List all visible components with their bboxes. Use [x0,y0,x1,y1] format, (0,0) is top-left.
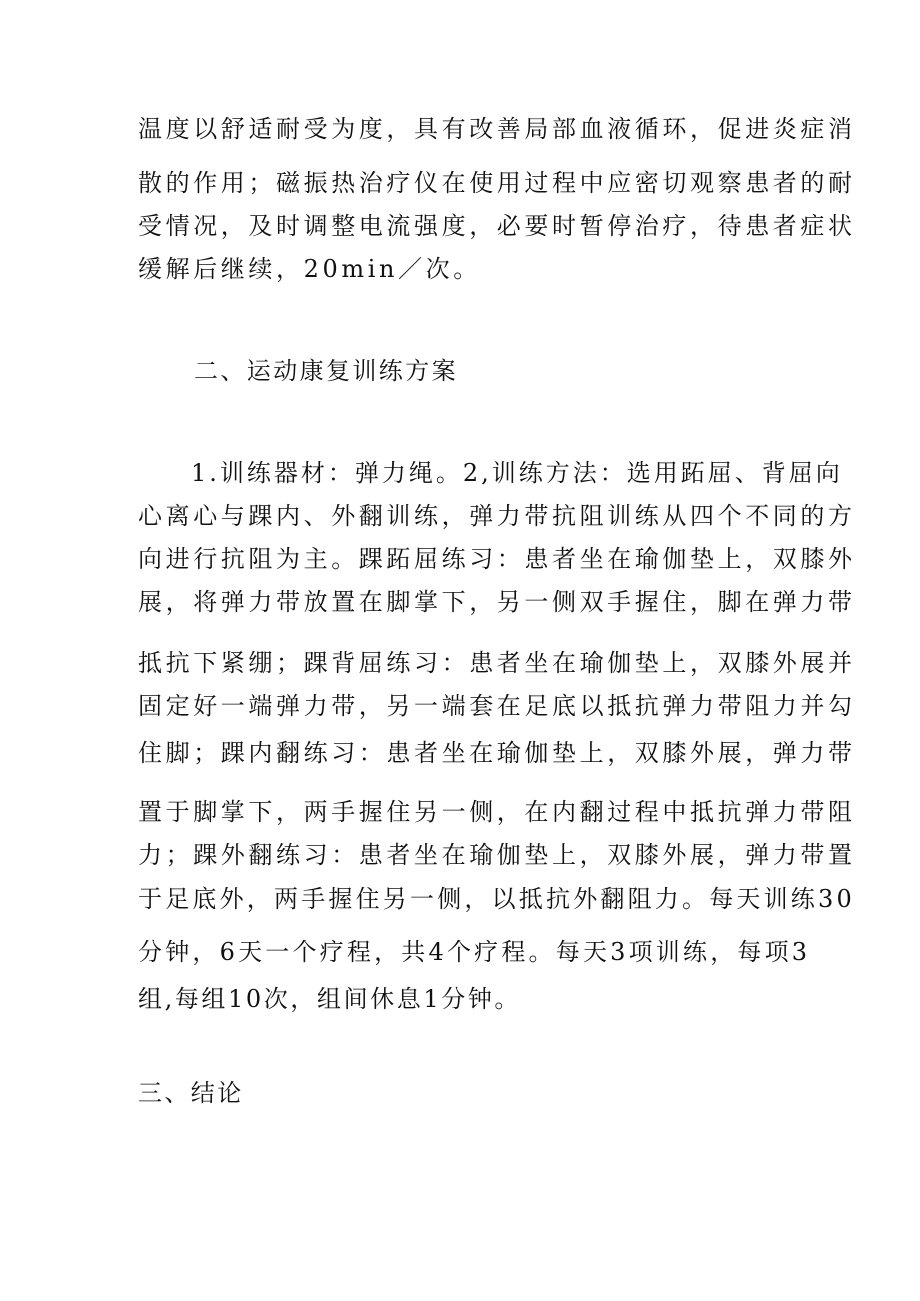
paragraph-1-line-1: 温度以舒适耐受为度，具有改善局部血液循环，促进炎症消 [138,115,856,143]
paragraph-2-line-8: 置于脚掌下，两手握住另一侧，在内翻过程中抵抗弹力带阻 [138,798,856,826]
paragraph-1-line-4: 缓解后继续，20min／次。 [138,255,481,283]
paragraph-2-line-12: 组,每组10次，组间休息1分钟。 [138,985,522,1013]
paragraph-1-line-3: 受情况，及时调整电流强度，必要时暂停治疗，待患者症状 [138,212,856,240]
paragraph-2-line-5: 抵抗下紧绷；踝背屈练习：患者坐在瑜伽垫上，双膝外展并 [138,649,856,677]
paragraph-2-line-7: 住脚；踝内翻练习：患者坐在瑜伽垫上，双膝外展，弹力带 [138,739,856,767]
paragraph-2-line-9: 力；踝外翻练习：患者坐在瑜伽垫上，双膝外展，弹力带置 [138,841,856,869]
paragraph-2-line-11: 分钟，6天一个疗程，共4个疗程。每天3项训练，每项3 [138,938,811,966]
paragraph-2-line-3: 向进行抗阻为主。踝跖屈练习：患者坐在瑜伽垫上，双膝外 [138,545,856,573]
paragraph-2-line-4: 展，将弹力带放置在脚掌下，另一侧双手握住，脚在弹力带 [138,588,856,616]
paragraph-2-line-1: 1.训练器材：弹力绳。2,训练方法：选用跖屈、背屈向 [191,459,843,487]
paragraph-2-line-6: 固定好一端弹力带，另一端套在足底以抵抗弹力带阻力并勾 [138,692,856,720]
section-3-heading: 三、结论 [138,1079,244,1107]
section-2-heading: 二、运动康复训练方案 [194,357,458,385]
paragraph-2-line-2: 心离心与踝内、外翻训练，弹力带抗阻训练从四个不同的方 [138,502,856,530]
paragraph-2-line-10: 于足底外，两手握住另一侧，以抵抗外翻阻力。每天训练30 [138,885,855,913]
paragraph-1-line-2: 散的作用；磁振热治疗仪在使用过程中应密切观察患者的耐 [138,169,856,197]
